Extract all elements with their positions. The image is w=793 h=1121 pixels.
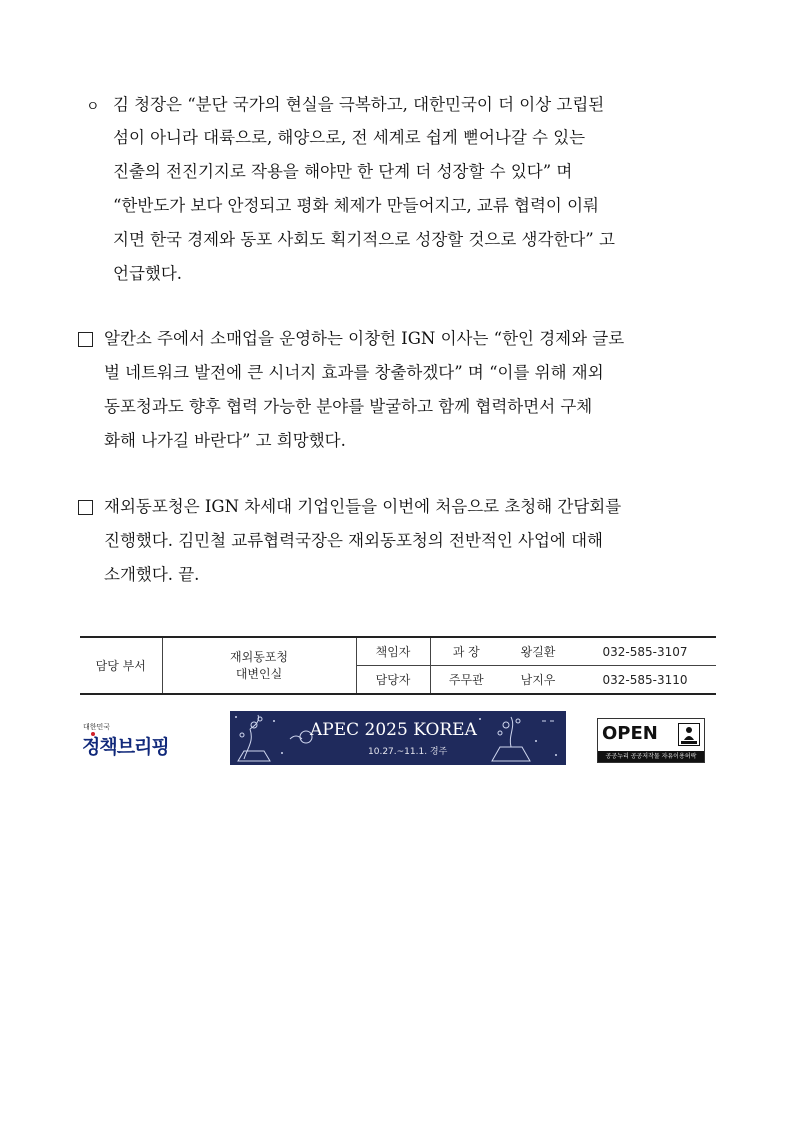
open-license-badge[interactable] xyxy=(597,718,705,763)
dept-cell xyxy=(162,637,356,694)
open-word: OPEN xyxy=(602,723,658,744)
text-line: 김 청장은 “분단 국가의 현실을 극복하고, 대한민국이 더 이상 고립된 xyxy=(113,95,605,114)
phone-cell: 032-585-3107 xyxy=(574,637,716,666)
attribution-person-icon xyxy=(678,723,700,746)
name-cell: 남지우 xyxy=(502,666,574,695)
text-line: 화해 나가길 바란다” 고 희망했다. xyxy=(104,431,346,450)
logo-red-dot-icon xyxy=(91,732,95,736)
logo-small-text: 대한민국 xyxy=(83,723,111,731)
text-line: 진출의 전진기지로 작용을 해야만 한 단계 더 성장할 수 있다” 며 xyxy=(113,162,573,181)
phone-cell: 032-585-3110 xyxy=(574,666,716,695)
text-line: 언급했다. xyxy=(113,264,183,283)
title-cell: 주무관 xyxy=(430,666,502,695)
logo-big-text: 정책브리핑 xyxy=(82,736,169,758)
text-line: 알칸소 주에서 소매업을 운영하는 이창헌 IGN 이사는 “한인 경제와 글로 xyxy=(104,329,625,348)
text-line: 벌 네트워크 발전에 큰 시너지 효과를 창출하겠다” 며 “이를 위해 재외 xyxy=(104,363,604,382)
text-line: 재외동포청은 IGN 차세대 기업인들을 이번에 처음으로 초청해 간담회를 xyxy=(104,497,622,516)
circle-bullet: ㅇ xyxy=(86,99,100,115)
name-cell: 왕길환 xyxy=(502,637,574,666)
checkbox-square-icon xyxy=(78,332,93,347)
role-cell: 담당자 xyxy=(356,666,430,695)
text-line: 지면 한국 경제와 동포 사회도 획기적으로 성장할 것으로 생각한다” 고 xyxy=(113,230,615,249)
text-line: “한반도가 보다 안정되고 평화 체제가 만들어지고, 교류 협력이 이뤄 xyxy=(113,196,599,215)
dept-office: 대변인실 xyxy=(235,666,283,681)
text-line: 동포청과도 향후 협력 가능한 분야를 발굴하고 함께 협력하면서 구체 xyxy=(104,397,593,416)
apec-banner[interactable] xyxy=(230,711,566,765)
apec-date: 10.27.~11.1. 경주 xyxy=(368,747,448,757)
checkbox-square-icon xyxy=(78,500,93,515)
text-line: 소개했다. 끝. xyxy=(104,565,200,584)
text-line: 섬이 아니라 대륙으로, 해양으로, 전 세계로 쉽게 뻗어나갈 수 있는 xyxy=(113,128,586,147)
table-row xyxy=(80,637,716,666)
policy-briefing-logo[interactable] xyxy=(82,722,182,764)
text-line: 진행했다. 김민철 교류협력국장은 재외동포청의 전반적인 사업에 대해 xyxy=(104,531,603,550)
role-cell: 책임자 xyxy=(356,637,430,666)
open-strip-text: 공공누리 공공저작물 자유이용허락 xyxy=(598,751,704,762)
contact-table xyxy=(80,636,716,695)
apec-title: APEC 2025 KOREA xyxy=(310,720,477,740)
dept-name: 재외동포청 xyxy=(230,649,288,664)
dept-label: 담당 부서 xyxy=(80,637,162,694)
title-cell: 과 장 xyxy=(430,637,502,666)
